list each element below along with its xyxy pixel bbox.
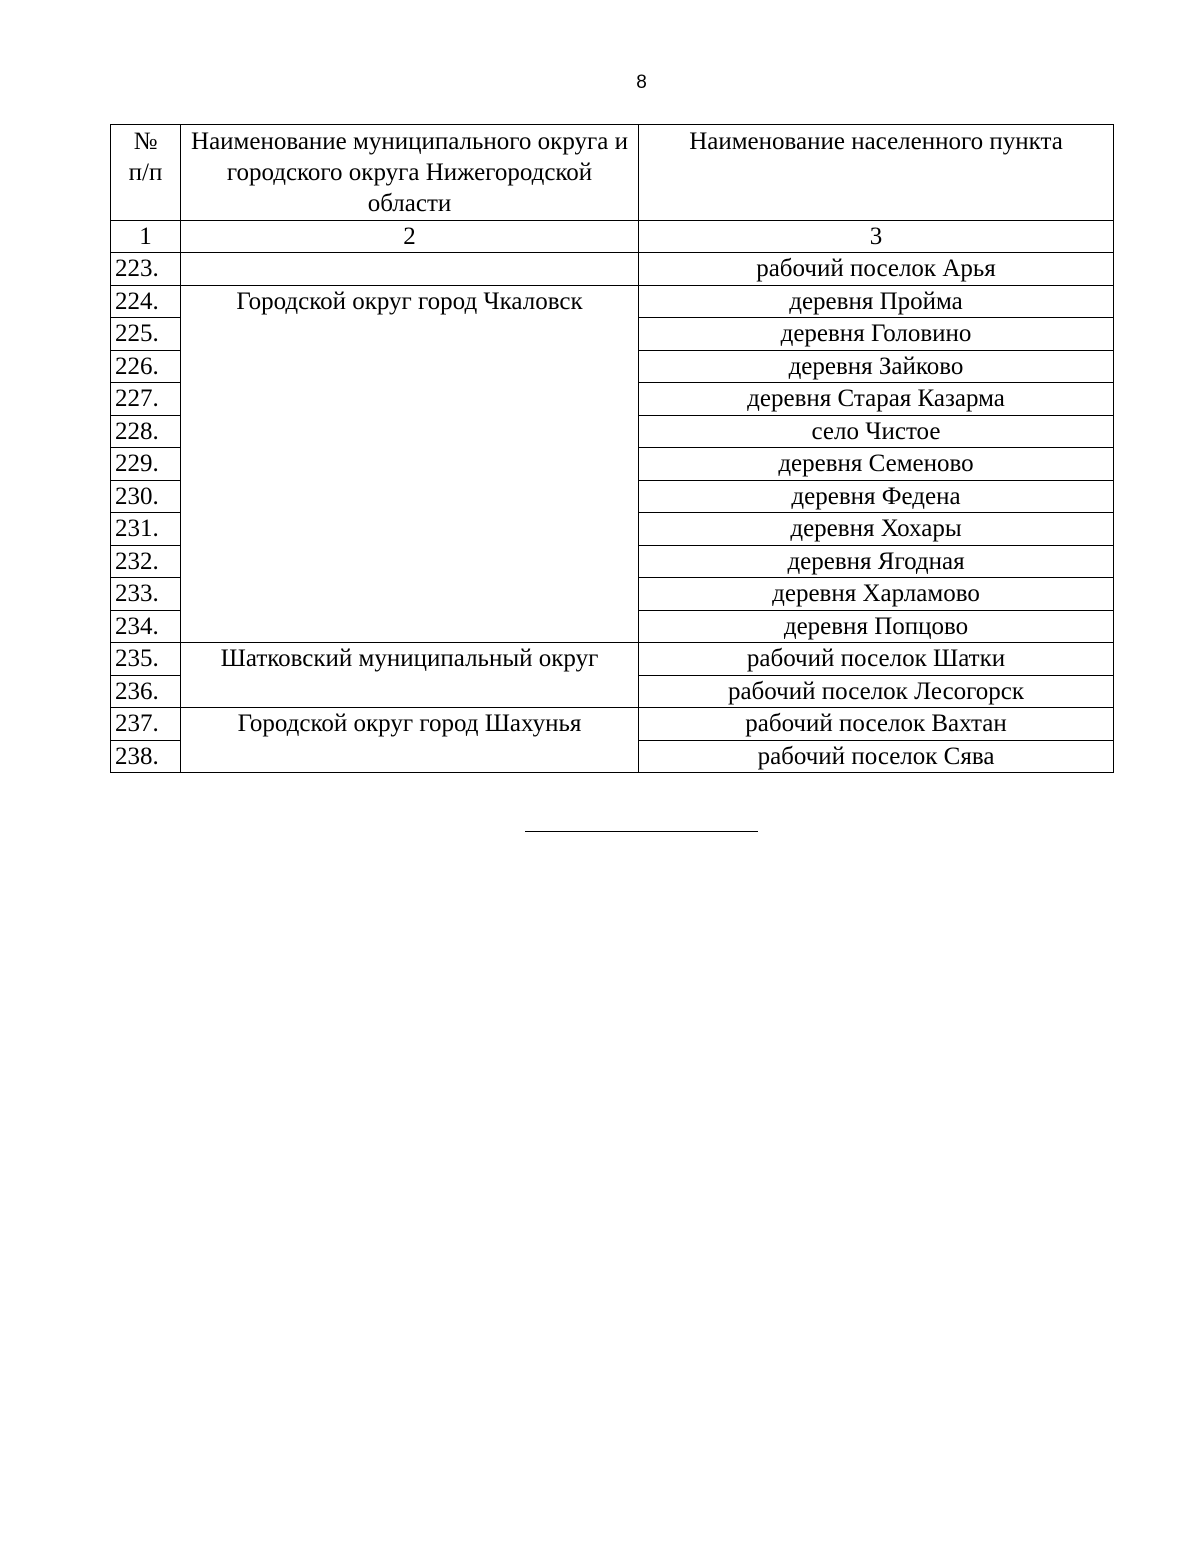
settlement-name: село Чистое: [639, 415, 1114, 448]
column-number: 3: [639, 221, 1114, 253]
district-name: Шатковский муниципальный округ: [181, 643, 639, 708]
settlement-name: деревня Пройма: [639, 285, 1114, 318]
end-of-document-line: [525, 831, 758, 832]
row-number: 232.: [111, 545, 181, 578]
table-row: [111, 708, 1114, 741]
settlement-name: рабочий поселок Шатки: [639, 643, 1114, 676]
district-name: [181, 253, 639, 286]
settlement-name: деревня Попцово: [639, 610, 1114, 643]
column-number: 2: [181, 221, 639, 253]
table-row: [111, 253, 1114, 286]
settlement-name: деревня Головино: [639, 318, 1114, 351]
page-number: 8: [636, 72, 647, 93]
row-number: 236.: [111, 675, 181, 708]
settlement-name: рабочий поселок Лесогорск: [639, 675, 1114, 708]
row-number: 231.: [111, 513, 181, 546]
row-number: 226.: [111, 350, 181, 383]
column-number-row: [111, 221, 1114, 253]
settlement-name: деревня Ягодная: [639, 545, 1114, 578]
row-number: 224.: [111, 285, 181, 318]
table-row: [111, 285, 1114, 318]
settlement-name: рабочий поселок Вахтан: [639, 708, 1114, 741]
header-number: [111, 125, 181, 221]
row-number: 234.: [111, 610, 181, 643]
header-place: Наименование населенного пункта: [639, 125, 1114, 221]
settlements-table: [110, 124, 1114, 773]
row-number: 235.: [111, 643, 181, 676]
settlement-name: рабочий поселок Сява: [639, 740, 1114, 773]
header-number-line2: п/п: [128, 159, 163, 186]
row-number: 237.: [111, 708, 181, 741]
row-number: 230.: [111, 480, 181, 513]
row-number: 227.: [111, 383, 181, 416]
settlement-name: деревня Зайково: [639, 350, 1114, 383]
settlement-name: деревня Федена: [639, 480, 1114, 513]
row-number: 223.: [111, 253, 181, 286]
header-number-line1: №: [133, 128, 158, 155]
row-number: 233.: [111, 578, 181, 611]
row-number: 225.: [111, 318, 181, 351]
table-header-row: [111, 125, 1114, 221]
district-name: Городской округ город Шахунья: [181, 708, 639, 773]
row-number: 229.: [111, 448, 181, 481]
settlement-name: деревня Хохары: [639, 513, 1114, 546]
header-district: Наименование муниципального округа и городского округа Нижегородской области: [181, 125, 639, 221]
settlement-name: деревня Харламово: [639, 578, 1114, 611]
row-number: 228.: [111, 415, 181, 448]
table-row: [111, 643, 1114, 676]
row-number: 238.: [111, 740, 181, 773]
column-number: 1: [111, 221, 181, 253]
settlement-name: деревня Старая Казарма: [639, 383, 1114, 416]
settlement-name: деревня Семеново: [639, 448, 1114, 481]
district-name: Городской округ город Чкаловск: [181, 285, 639, 643]
settlement-name: рабочий поселок Арья: [639, 253, 1114, 286]
